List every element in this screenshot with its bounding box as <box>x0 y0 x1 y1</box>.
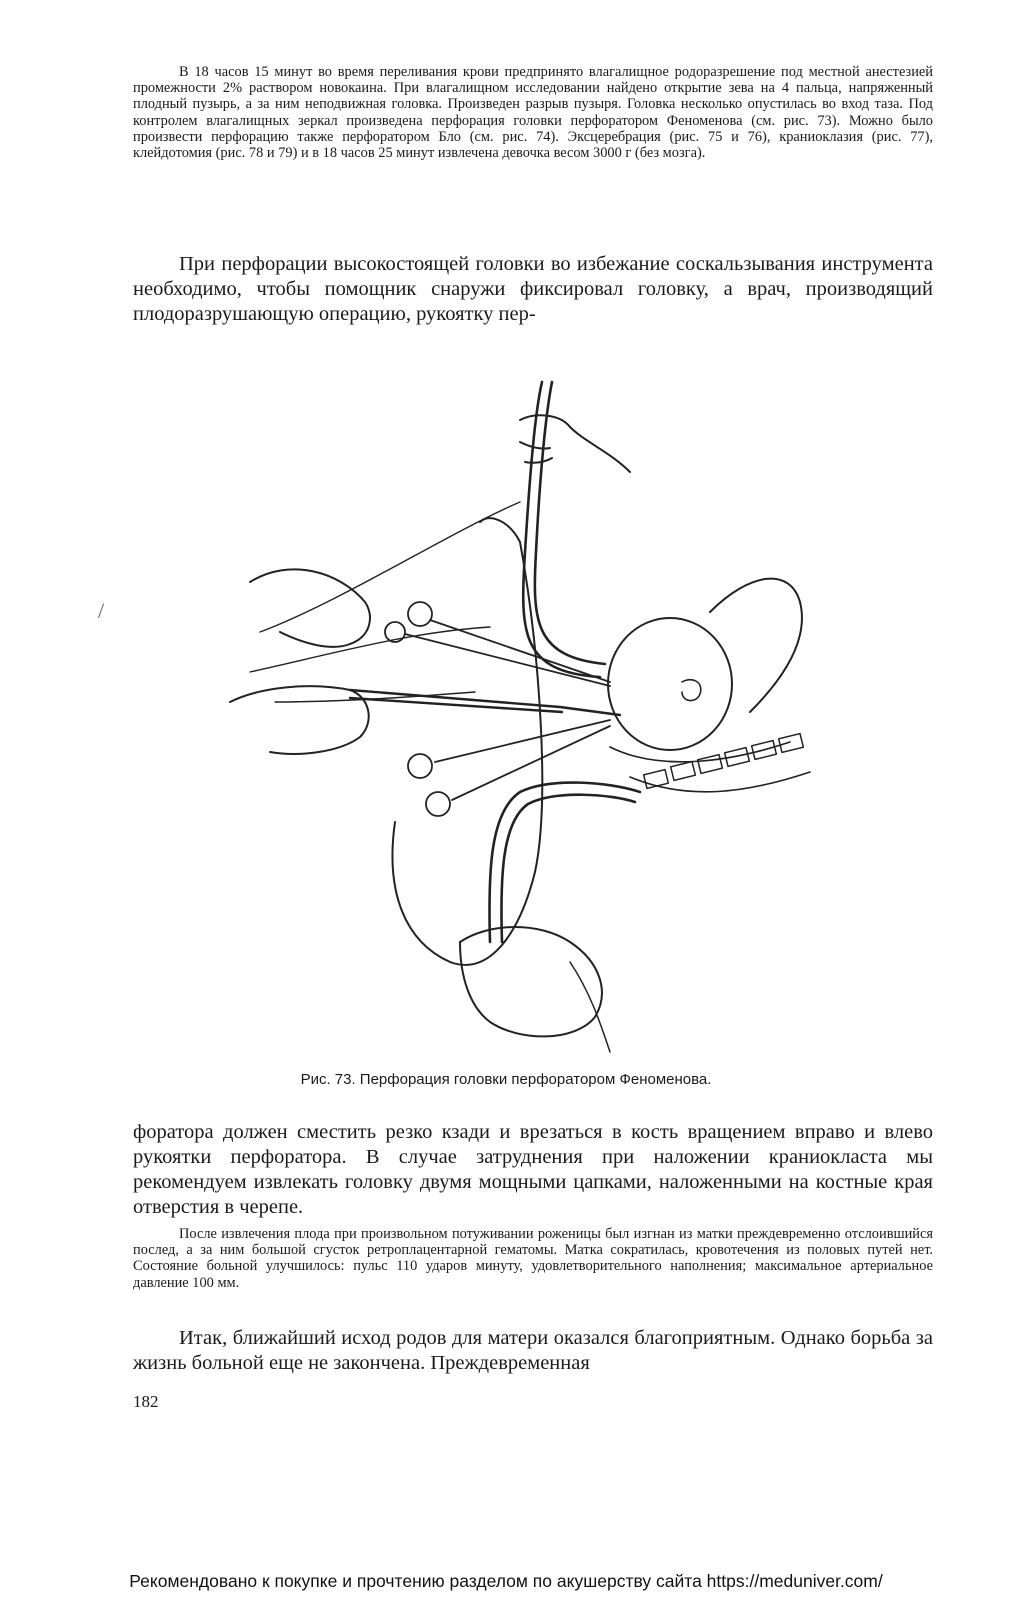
figure-caption: Рис. 73. Перфорация головки перфоратором Феноменова. <box>300 1071 712 1088</box>
drape-folds <box>250 502 520 702</box>
fetal-ear <box>682 680 701 701</box>
lower-speculum <box>489 783 640 942</box>
left-hand <box>250 569 370 647</box>
stray-mark: / <box>98 598 105 623</box>
site-footer-note: Рекомендовано к покупке и прочтению разделом по акушерству сайта https://meduniver.com/ <box>129 1571 883 1591</box>
fetal-body <box>710 579 802 712</box>
pelvis-contour <box>610 742 810 792</box>
lower-cuff <box>570 962 610 1052</box>
upper-speculum <box>523 382 605 677</box>
middle-hand <box>230 686 369 754</box>
page-number: 182 <box>133 1392 159 1411</box>
figure-73-illustration <box>190 352 820 1070</box>
case-text-paragraph-1: В 18 часов 15 минут во время переливания крови предпринято влагалищное родоразрешение под местной анестезией промежности 2% раствором новокаина. При влагалищном исследовании найдено открытие зева на 4 пальца, напряженный плодный пузырь, а за ним неподвижная головка. Произведен разрыв пузыря. Головка несколько опустилась во вход таза. Под контролем влагалищных зеркал произведена перфорация головки перфоратором Феноменова (см. рис. 73). Можно было произвести перфорацию также перфоратором Бло (см. рис. 74). Эксцеребрация (рис. 75 и 76), краниоклазия (рис. 77), клейдотомия (рис. 78 и 79) и в 18 часов 25 минут извлечена девочка весом 3000 г (без мозга). <box>133 64 933 162</box>
body-text-paragraph-5: Итак, ближайший исход родов для матери оказался благоприятным. Однако борьба за жизнь больной еще не закончена. Преждевременная <box>133 1327 933 1374</box>
lower-hand <box>460 927 602 1036</box>
case-text-paragraph-4: После извлечения плода при произвольном потуживании роженицы был изгнан из матки преждевременно отслоившийся послед, а за ним большой сгусток ретроплацентарной гематомы. Матка сократилась, кровотечения из половых путей нет. Состояние больной улучшилось: пульс 110 ударов минуту, удовлетворительного наполнения; максимальное артериальное давление 100 мм. <box>133 1226 933 1291</box>
body-text-paragraph-2: При перфорации высокостоящей головки во избежание соскальзывания инструмента необходимо, чтобы помощник снаружи фиксировал головку, а врач, производящий плодоразрушающую операцию, рукоятку пер- <box>133 253 933 325</box>
perforator-instrument <box>350 690 620 715</box>
fetal-head <box>608 618 732 750</box>
body-text-paragraph-3: форатора должен сместить резко кзади и врезаться в кость вращением вправо и влево рукоятки перфоратора. В случае затруднения при наложении краниокласта мы рекомендуем извлекать головку двумя мощными цапками, наложенными на костные края отверстия в черепе. <box>133 1121 933 1218</box>
